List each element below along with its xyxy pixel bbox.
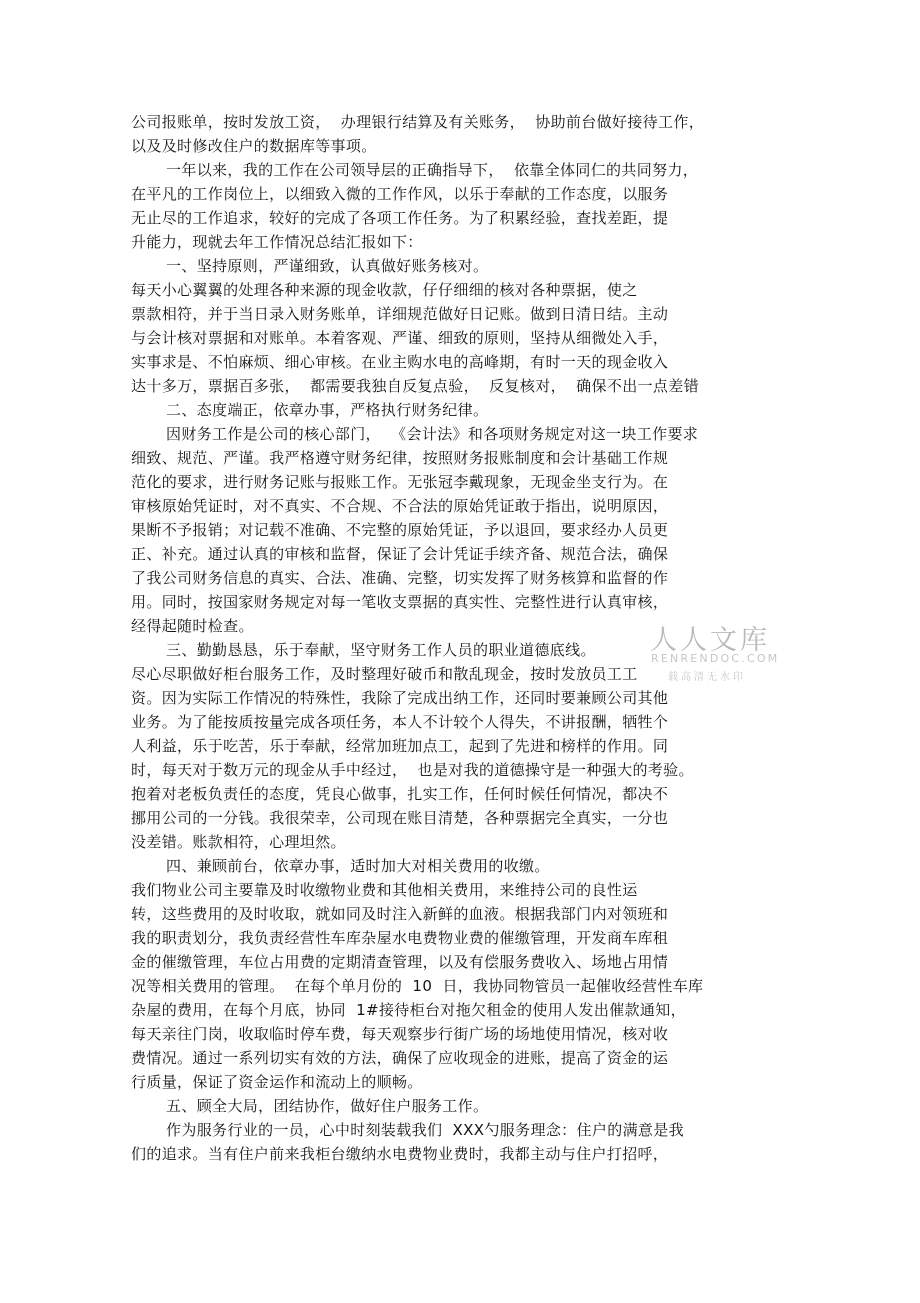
section-heading: 一、坚持原则，严谨细致，认真做好账务核对。: [166, 257, 489, 275]
text-line: 每天亲往门岗，收取临时停车费，每天观察步行街广场的场地使用情况，核对收: [131, 1025, 669, 1043]
text-line: 实事求是、不怕麻烦、细心审核。在业主购水电的高峰期，有时一天的现金收入: [131, 353, 669, 371]
text-line: 行质量，保证了资金运作和流动上的顺畅。: [131, 1073, 423, 1091]
section-heading: 四、兼顾前台，依章办事，适时加大对相关费用的收缴。: [166, 857, 550, 875]
section-heading: 五、顾全大局，团结协作，做好住户服务工作。: [166, 1097, 489, 1115]
text-line: 票款相符，并于当日录入财务账单，详细规范做好日记账。做到日清日结。主动: [131, 305, 669, 323]
text-line: 范化的要求，进行财务记账与报账工作。无张冠李戴现象，无现金坐支行为。在: [131, 473, 669, 491]
text-line: 细致、规范、严谨。我严格遵守财务纪律，按照财务报账制度和会计基础工作规: [131, 449, 669, 467]
text-line: 了我公司财务信息的真实、合法、准确、完整，切实发挥了财务核算和监督的作: [131, 569, 669, 587]
text-line: 以及及时修改住户的数据库等事项。: [131, 137, 377, 155]
text-line: 挪用公司的一分钱。我很荣幸，公司现在账目清楚，各种票据完全真实，一分也: [131, 809, 669, 827]
section-heading: 二、态度端正，依章办事，严格执行财务纪律。: [166, 401, 489, 419]
text-line: 时，每天对于数万元的现金从手中经过， 也是对我的道德操守是一种强大的考验。: [131, 761, 694, 779]
text-line: 因财务工作是公司的核心部门， 《会计法》和各项财务规定对这一块工作要求: [166, 425, 699, 443]
text-line: 用。同时，按国家财务规定对每一笔收支票据的真实性、完整性进行认真审核，: [131, 593, 669, 611]
text-line: 况等相关费用的管理。 在每个单月份的 10 日，我协同物管员一起催收经营性车库: [131, 977, 704, 995]
text-line: 尽心尽职做好柜台服务工作，及时整理好破币和散乱现金，按时发放员工工: [131, 665, 638, 683]
text-line: 升能力，现就去年工作情况总结汇报如下：: [131, 233, 423, 251]
text-line: 正、补充。通过认真的审核和监督，保证了会计凭证手续齐备、规范合法，确保: [131, 545, 669, 563]
text-line: 在平凡的工作岗位上，以细致入微的工作作风，以乐于奉献的工作态度，以服务: [131, 185, 669, 203]
text-line: 们的追求。当有住户前来我柜台缴纳水电费物业费时，我都主动与住户打招呼，: [131, 1145, 669, 1163]
watermark: [646, 618, 780, 688]
text-line: 业务。为了能按质按量完成各项任务，本人不计较个人得失，不讲报酬，牺牲个: [131, 713, 669, 731]
text-line: 资。因为实际工作情况的特殊性，我除了完成出纳工作，还同时要兼顾公司其他: [131, 689, 669, 707]
text-line: 杂屋的费用，在每个月底，协同 1#接待柜台对拖欠租金的使用人发出催款通知，: [131, 1001, 686, 1019]
text-line: 无止尽的工作追求，较好的完成了各项工作任务。为了积累经验，查找差距，提: [131, 209, 669, 227]
section-heading: 三、勤勤恳恳，乐于奉献，坚守财务工作人员的职业道德底线。: [166, 641, 596, 659]
text-line: 果断不予报销；对记载不准确、不完整的原始凭证，予以退回，要求经办人员更: [131, 521, 669, 539]
text-line: 每天小心翼翼的处理各种来源的现金收款，仔仔细细的核对各种票据，使之: [131, 281, 638, 299]
text-line: 公司报账单，按时发放工资， 办理银行结算及有关账务， 协助前台做好接待工作，: [131, 113, 705, 131]
text-line: 经得起随时检查。: [131, 617, 254, 635]
text-line: 费情况。通过一系列切实有效的方法，确保了应收现金的进账，提高了资金的运: [131, 1049, 669, 1067]
text-line: 与会计核对票据和对账单。本着客观、严谨、细致的原则，坚持从细微处入手，: [131, 329, 669, 347]
text-line: 一年以来，我的工作在公司领导层的正确指导下， 依靠全体同仁的共同努力，: [166, 161, 699, 179]
text-line: 人利益，乐于吃苦，乐于奉献，经常加班加点工，起到了先进和榜样的作用。同: [131, 737, 669, 755]
text-line: 金的催缴管理，车位占用费的定期清查管理，以及有偿服务费收入、场地占用情: [131, 953, 669, 971]
watermark-url: RENRENDOC.COM: [651, 652, 780, 665]
text-line: 审核原始凭证时，对不真实、不合规、不合法的原始凭证敢于指出，说明原因，: [131, 497, 669, 515]
watermark-title: 人人文库: [650, 625, 770, 656]
text-line: 我的职责划分，我负责经营性车库杂屋水电费物业费的催缴管理，开发商车库租: [131, 929, 669, 947]
text-line: 转，这些费用的及时收取，就如同及时注入新鲜的血液。根据我部门内对领班和: [131, 905, 669, 923]
watermark-slogan: 载高清无水印: [668, 672, 746, 683]
text-line: 作为服务行业的一员，心中时刻装载我们 XXX勺服务理念：住户的满意是我: [166, 1121, 684, 1139]
text-line: 我们物业公司主要靠及时收缴物业费和其他相关费用，来维持公司的良性运: [131, 881, 638, 899]
text-line: 抱着对老板负责任的态度，凭良心做事，扎实工作，任何时候任何情况，都决不: [131, 785, 669, 803]
text-line: 没差错。账款相符，心理坦然。: [131, 833, 346, 851]
text-line: 达十多万，票据百多张， 都需要我独自反复点验， 反复核对， 确保不出一点差错: [131, 377, 699, 395]
